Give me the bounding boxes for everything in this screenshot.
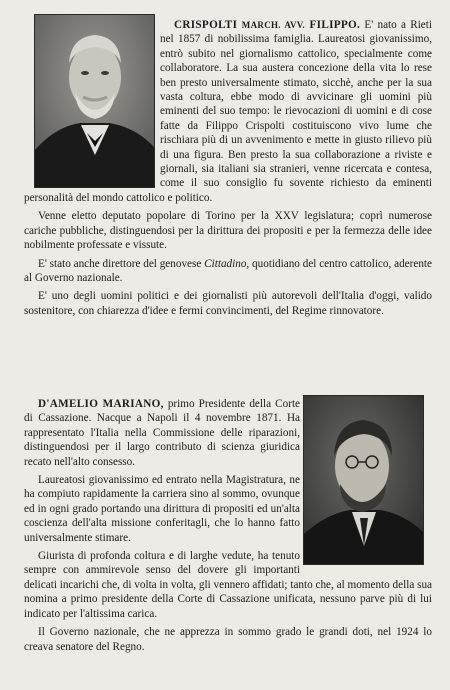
biography-crispolti (24, 18, 432, 318)
photo-spacer (300, 397, 432, 569)
biography-paragraph: Giurista di profonda coltura e di larghe vedute, ha tenuto sempre con ammirevole senso del dovere gli importanti delicati incarichi che, di volta in volta, gli vennero affidati; tanto che, al momento della sua nomina a primo presidente della Corte di Cassazione unificata, nessuno parve più di lui indicato per l'altissima carica. (24, 550, 432, 620)
photo-spacer (24, 18, 160, 188)
biography-paragraph: E' stato anche direttore del genovese Cittadino, quotidiano del centro cattolico, aderente al Governo nazionale. (24, 257, 432, 284)
newspaper-name: Cittadino, (204, 257, 250, 270)
biography-paragraph: Laureatosi giovanissimo ed entrato nella Magistratura, ne ha compiuto rapidamente la carriera sino al sommo, ovunque ed in ogni grado portando una dirittura di propositi ed un'alta coscienza dell'alta missione conferitagli, che lo hanno fatto universalmente stimare. (24, 474, 300, 544)
biography-paragraph: Il Governo nazionale, che ne apprezza in sommo grado le grandi doti, nel 1924 lo creava senatore del Regno. (24, 626, 432, 653)
biography-damelio (24, 397, 432, 654)
biography-paragraph: CRISPOLTI MARCH. AVV. FILIPPO. E' nato a Rieti nel 1857 di nobilissima famiglia. Laureatosi giovanissimo, entrò subito nel giornalismo cattolico, specialmente come collaboratore. La sua austera concezione della vita lo rese ben presto universalmente stimato, sicchè, anche per la sua vasta coltura, ebbe modo di avvicinare gli uomini più eminenti del suo tempo: le rievocazioni di uomini e di cose fatte da Filippo Crispolti costituiscono vivo lume che rischiara più di un avvenimento e mette in giusto rilievo più di una figura. Ben presto la sua collaborazione a riviste e giornali, sia italiani sia stranieri, venne ricercata e contesa, come il suo consiglio fu sovente richiesto da eminenti personalità del mondo cattolico e politico. (24, 19, 432, 204)
biography-paragraph: D'AMELIO MARIANO, primo Presidente della Corte di Cassazione. Nacque a Napoli il 4 novembre 1871. Ha rappresentato l'Italia nella Commissione delle riparazioni, distinguendosi per il largo contributo di scienza giuridica recato nell'alto consesso. (24, 398, 301, 468)
person-name: CRISPOLTI MARCH. AVV. FILIPPO. (174, 19, 361, 31)
biography-paragraph: E' uno degli uomini politici e dei giornalisti più autorevoli dell'Italia d'oggi, valido sostenitore, con chiarezza d'idee e fermi convincimenti, del Regime rinnovatore. (24, 290, 432, 317)
biography-paragraph: Venne eletto deputato popolare di Torino per la XXV legislatura; coprì numerose cariche pubbliche, distinguendosi per la dirittura dei propositi e per la fermezza delle idee nobilmente professate e vissute. (24, 210, 432, 252)
person-name: D'AMELIO MARIANO, (38, 398, 164, 410)
